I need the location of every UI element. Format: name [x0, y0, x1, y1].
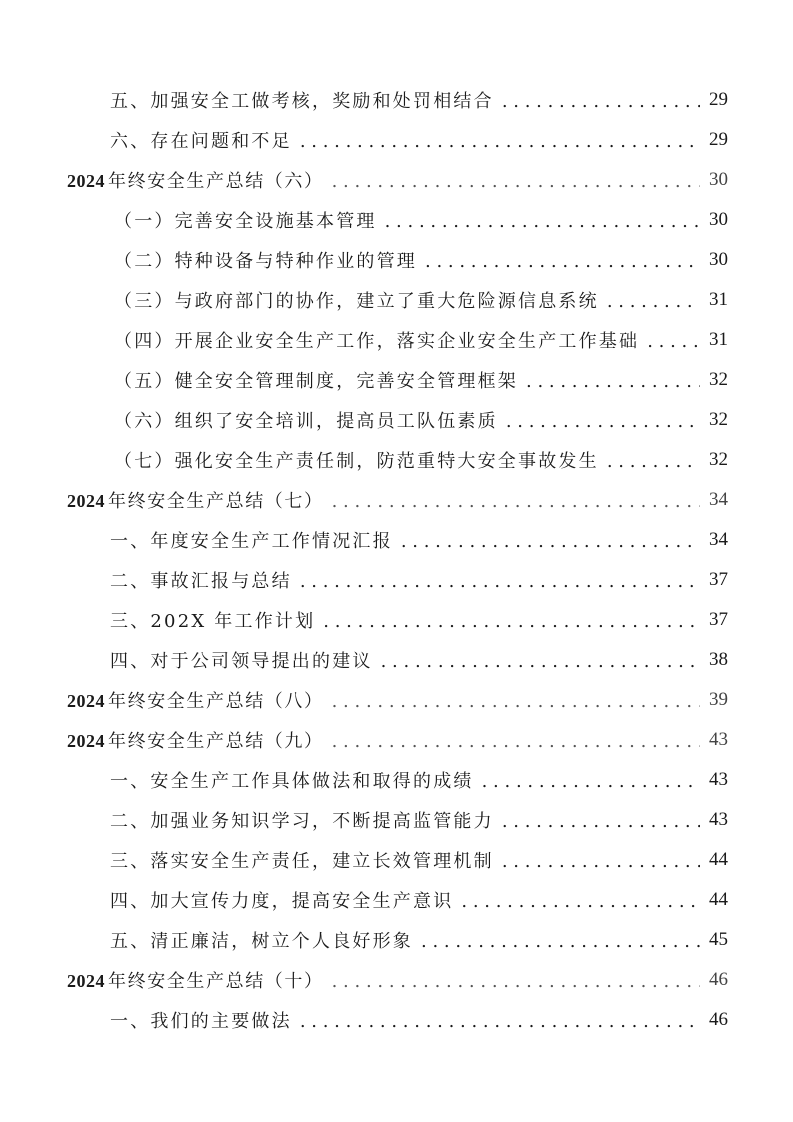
toc-entry-title: 一、我们的主要做法 [110, 1011, 292, 1032]
toc-dot-leader [502, 811, 700, 832]
toc-entry-title: 三、落实安全生产责任，建立长效管理机制 [110, 851, 494, 872]
toc-dot-leader [332, 971, 700, 992]
toc-page-number: 30 [709, 209, 728, 230]
toc-section-year: 2024 [67, 171, 105, 191]
toc-section-name: 年终安全生产总结（九） [108, 731, 324, 752]
toc-entry-title: 一、年度安全生产工作情况汇报 [110, 531, 393, 552]
toc-dot-leader [332, 731, 700, 752]
toc-dot-leader [461, 891, 700, 912]
toc-dot-leader [421, 931, 700, 952]
toc-entry[interactable] [0, 400, 793, 440]
toc-section-name: 年终安全生产总结（八） [108, 691, 324, 712]
toc-page-number: 32 [709, 449, 728, 470]
toc-dot-leader [502, 91, 700, 112]
toc-entry[interactable] [0, 800, 793, 840]
toc-entry-title: （三）与政府部门的协作，建立了重大危险源信息系统 [114, 291, 599, 312]
toc-dot-leader [332, 691, 700, 712]
toc-section-entry[interactable] [0, 720, 793, 760]
toc-dot-leader [607, 291, 700, 312]
toc-section-year: 2024 [67, 731, 105, 751]
toc-section-entry[interactable] [0, 160, 793, 200]
toc-entry-title: （七）强化安全生产责任制，防范重特大安全事故发生 [114, 451, 599, 472]
toc-page-number: 29 [709, 129, 728, 150]
toc-entry-title: 三、202X 年工作计划 [110, 611, 316, 632]
toc-section-title [67, 687, 324, 713]
toc-dot-leader [385, 211, 700, 232]
toc-dot-leader [332, 171, 700, 192]
toc-entry-title: 一、安全生产工作具体做法和取得的成绩 [110, 771, 474, 792]
toc-section-year: 2024 [67, 691, 105, 711]
toc-entry[interactable] [0, 360, 793, 400]
toc-page-number: 39 [709, 689, 728, 710]
toc-entry[interactable] [0, 880, 793, 920]
toc-page-number: 34 [709, 529, 728, 550]
toc-dot-leader [506, 411, 700, 432]
toc-page-number: 38 [709, 649, 728, 670]
toc-page-number: 29 [709, 89, 728, 110]
toc-entry[interactable] [0, 840, 793, 880]
toc-entry[interactable] [0, 600, 793, 640]
toc-entry[interactable] [0, 1000, 793, 1040]
toc-dot-leader [502, 851, 700, 872]
toc-entry[interactable] [0, 280, 793, 320]
toc-page-number: 30 [709, 169, 728, 190]
toc-entry-title: 四、加大宣传力度，提高安全生产意识 [110, 891, 454, 912]
toc-dot-leader [607, 451, 700, 472]
toc-page-number: 37 [709, 609, 728, 630]
toc-page-number: 46 [709, 969, 728, 990]
toc-dot-leader [381, 651, 700, 672]
toc-entry-title: 二、事故汇报与总结 [110, 571, 292, 592]
toc-entry[interactable] [0, 200, 793, 240]
toc-page-number: 46 [709, 1009, 728, 1030]
toc-section-title [67, 167, 324, 193]
toc-section-entry[interactable] [0, 680, 793, 720]
toc-entry-title: （六）组织了安全培训，提高员工队伍素质 [114, 411, 498, 432]
toc-entry-title: 五、加强安全工做考核，奖励和处罚相结合 [110, 91, 494, 112]
toc-entry[interactable] [0, 560, 793, 600]
toc-section-year: 2024 [67, 491, 105, 511]
toc-page-number: 44 [709, 889, 728, 910]
toc-page-number: 44 [709, 849, 728, 870]
toc-page-number: 43 [709, 769, 728, 790]
toc-entry-title: 五、清正廉洁，树立个人良好形象 [110, 931, 413, 952]
toc-section-name: 年终安全生产总结（十） [108, 971, 324, 992]
toc-section-entry[interactable] [0, 960, 793, 1000]
toc-section-title [67, 727, 324, 753]
toc-dot-leader [526, 371, 700, 392]
toc-entry-title: （一）完善安全设施基本管理 [114, 211, 377, 232]
table-of-contents [0, 80, 793, 1040]
toc-dot-leader [300, 131, 700, 152]
toc-page-number: 34 [709, 489, 728, 510]
toc-page-number: 43 [709, 809, 728, 830]
toc-dot-leader [647, 331, 700, 352]
toc-dot-leader [300, 571, 700, 592]
toc-entry[interactable] [0, 640, 793, 680]
toc-entry-title: （五）健全安全管理制度，完善安全管理框架 [114, 371, 518, 392]
toc-entry[interactable] [0, 920, 793, 960]
toc-dot-leader [300, 1011, 700, 1032]
toc-page-number: 30 [709, 249, 728, 270]
toc-entry-title: 四、对于公司领导提出的建议 [110, 651, 373, 672]
toc-section-name: 年终安全生产总结（六） [108, 171, 324, 192]
toc-dot-leader [425, 251, 700, 272]
toc-page-number: 43 [709, 729, 728, 750]
toc-entry[interactable] [0, 520, 793, 560]
toc-page-number: 37 [709, 569, 728, 590]
toc-entry[interactable] [0, 240, 793, 280]
toc-section-name: 年终安全生产总结（七） [108, 491, 324, 512]
toc-page-number: 32 [709, 369, 728, 390]
toc-dot-leader [401, 531, 700, 552]
toc-entry[interactable] [0, 320, 793, 360]
toc-page-number: 31 [709, 289, 728, 310]
toc-page-number: 45 [709, 929, 728, 950]
toc-entry[interactable] [0, 120, 793, 160]
toc-entry-title: 二、加强业务知识学习，不断提高监管能力 [110, 811, 494, 832]
toc-section-title [67, 487, 324, 513]
toc-section-entry[interactable] [0, 480, 793, 520]
toc-page-number: 31 [709, 329, 728, 350]
toc-dot-leader [482, 771, 700, 792]
toc-entry[interactable] [0, 760, 793, 800]
toc-entry-title: （四）开展企业安全生产工作，落实企业安全生产工作基础 [114, 331, 640, 352]
toc-page-number: 32 [709, 409, 728, 430]
toc-entry[interactable] [0, 440, 793, 480]
toc-dot-leader [332, 491, 700, 512]
toc-section-title [67, 967, 324, 993]
toc-entry-title: 六、存在问题和不足 [110, 131, 292, 152]
toc-section-year: 2024 [67, 971, 105, 991]
toc-dot-leader [323, 611, 700, 632]
toc-entry-title: （二）特种设备与特种作业的管理 [114, 251, 417, 272]
toc-entry[interactable] [0, 80, 793, 120]
